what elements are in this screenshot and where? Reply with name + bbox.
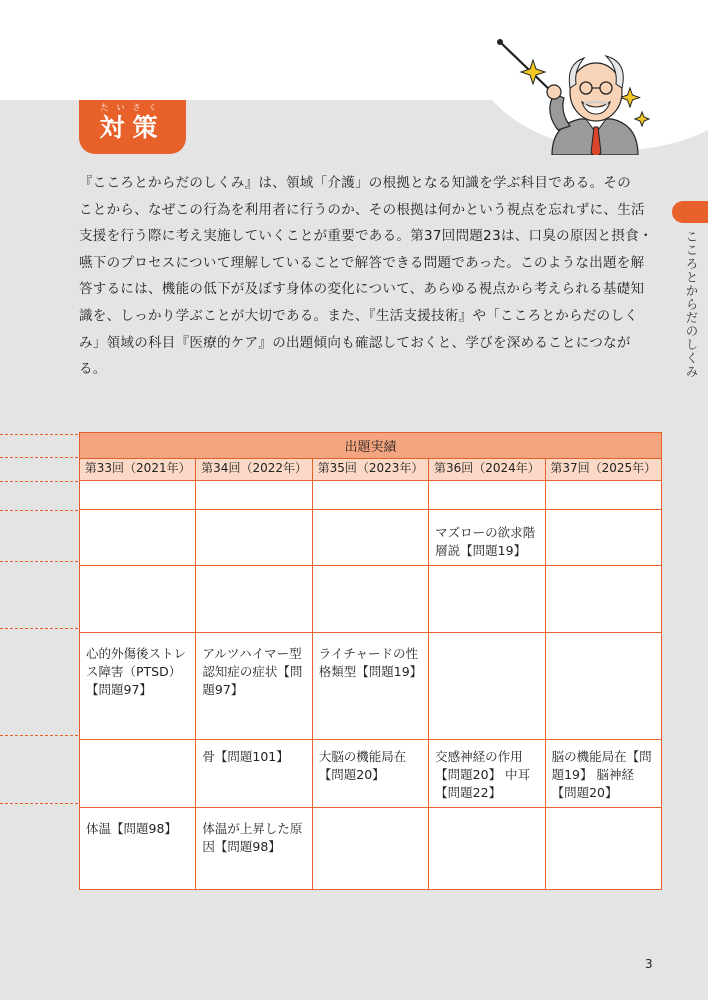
section-title: 対策 [99,113,166,142]
dashed-guide [0,735,78,736]
table-cell: ライチャードの性格類型【問題19】 [312,633,428,740]
table-row [80,510,662,566]
table-cell: マズローの欲求階層説【問題19】 [429,510,545,566]
table-cell [196,566,312,633]
hand [547,85,561,99]
teacher-illustration [490,30,650,155]
sparkle-icon [635,112,649,126]
table-cell [312,808,428,890]
dashed-guide [0,561,78,562]
table-cell [312,481,428,510]
table-cell [312,566,428,633]
table-cell [429,566,545,633]
section-badge [79,100,186,154]
table-row [80,481,662,510]
sparkle-icon [621,88,640,107]
table-cell [196,481,312,510]
body-line: る。 [79,361,107,378]
table-cell [545,633,661,740]
body-line: み」領域の科目『医療的ケア』の出題傾向も確認しておくと、学びを深めることにつなが [79,334,631,351]
table-cell [545,510,661,566]
table-row [80,808,662,890]
page-number: 3 [645,957,653,971]
table-title: 出題実績 [80,433,662,459]
year-header: 第33回（2021年） [80,459,196,481]
dashed-guide [0,628,78,629]
badge-ruby: たいさく [100,103,165,112]
body-line: ことから、なぜこの行為を利用者に行うのか、その根拠は何かという視点を忘れずに、生活 [79,201,645,218]
table-cell [429,481,545,510]
table-cell [429,808,545,890]
body-line: 『こころとからだのしくみ』は、領域「介護」の根拠となる知識を学ぶ科目である。その [79,175,631,191]
table-cell [545,566,661,633]
body-paragraph [79,170,659,383]
table-cell: 骨【問題101】 [196,740,312,808]
table-cell [545,481,661,510]
table-cell [80,481,196,510]
dashed-guide [0,510,78,511]
body-line: 識を、しっかり学ぶことが大切である。また、『生活支援技術』や「こころとからだのしく [79,307,639,324]
side-label: こころとからだのしくみ [684,230,699,379]
dashed-guide [0,481,78,482]
table-cell: 交感神経の作用【問題20】 中耳【問題22】 [429,740,545,808]
year-header: 第37回（2025年） [545,459,661,481]
dashed-guide [0,434,78,435]
table-cell [80,510,196,566]
table-cell: 体温【問題98】 [80,808,196,890]
pointer-tip [497,39,503,45]
table-row [80,740,662,808]
year-header: 第36回（2024年） [429,459,545,481]
table-cell: 脳の機能局在【問題19】 脳神経【問題20】 [545,740,661,808]
exam-history-table [79,432,662,890]
table-row [80,633,662,740]
year-header: 第35回（2023年） [312,459,428,481]
table-cell [545,808,661,890]
table-cell: 大脳の機能局在【問題20】 [312,740,428,808]
table-cell: 心的外傷後ストレス障害（PTSD）【問題97】 [80,633,196,740]
table-row [80,566,662,633]
table-cell [312,510,428,566]
dashed-guide [0,803,78,804]
table-cell [196,510,312,566]
table-cell: 体温が上昇した原因【問題98】 [196,808,312,890]
year-header: 第34回（2022年） [196,459,312,481]
body-line: 嚥下のプロセスについて理解していることで解答できる問題であった。このような出題を解 [79,254,645,271]
body-line: 支援を行う際に考え実施していくことが重要である。第37回問題23は、口臭の原因と摂食・ [79,228,653,245]
table-cell: アルツハイマー型認知症の症状【問題97】 [196,633,312,740]
side-tab [672,201,708,223]
table-cell [429,633,545,740]
body-line: 答するには、機能の低下が及ぼす身体の変化について、あらゆる視点から考えられる基礎知 [79,281,645,298]
pointer-stick [500,42,552,92]
dashed-guide [0,457,78,458]
table-cell [80,740,196,808]
table-cell [80,566,196,633]
